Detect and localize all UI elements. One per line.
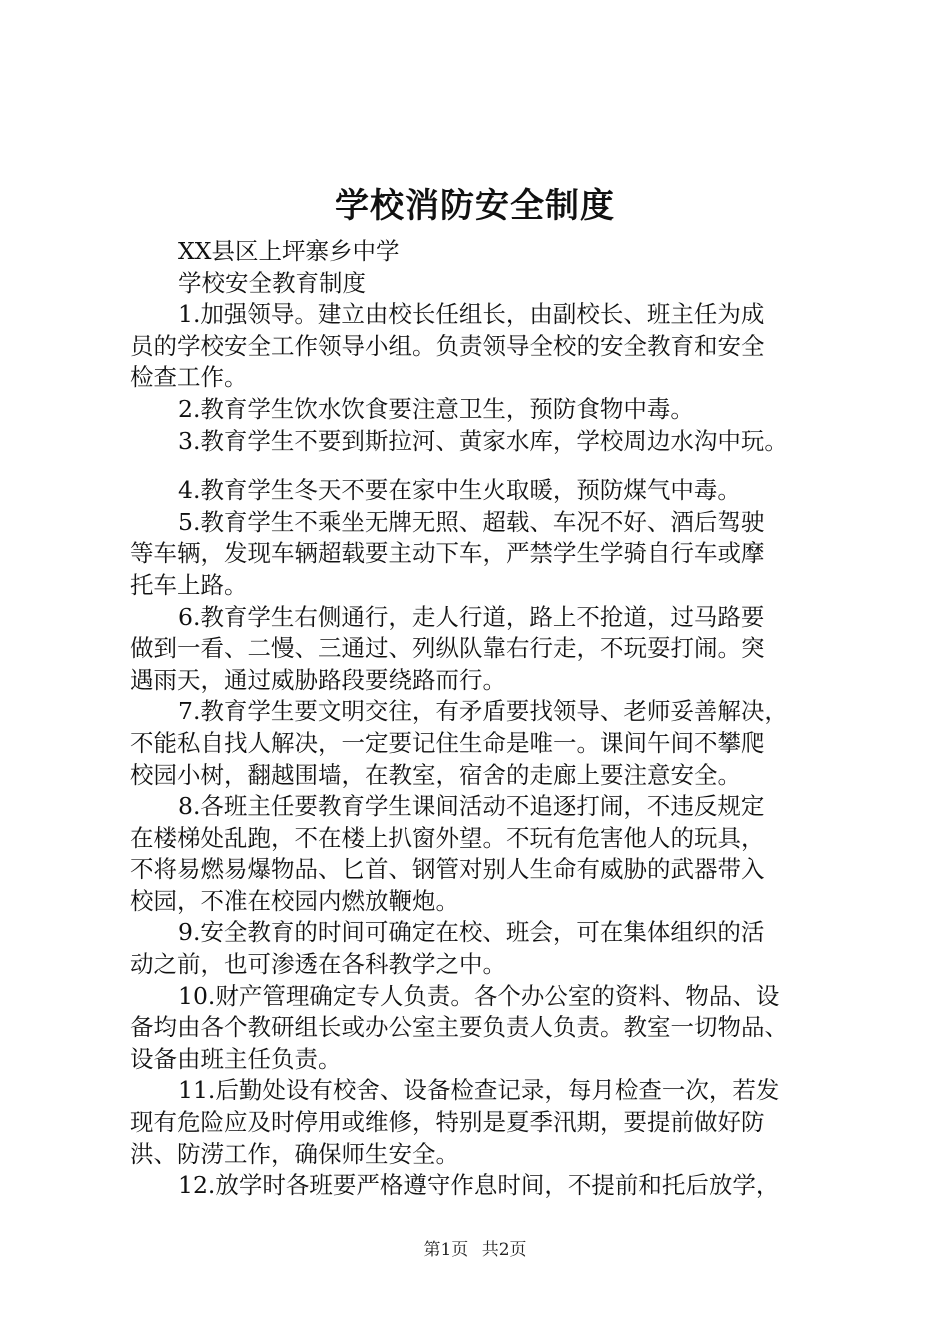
- text-line: 做到一看、二慢、三通过、列纵队靠右行走，不玩耍打闹。突: [130, 634, 765, 663]
- text-line: 2.教育学生饮水饮食要注意卫生，预防食物中毒。: [178, 394, 694, 423]
- paragraph-item-6: [130, 602, 842, 697]
- paragraph-item-11: [130, 1075, 842, 1170]
- text-line: 现有危险应及时停用或维修，特别是夏季汛期，要提前做好防: [130, 1108, 765, 1137]
- text-line: 学校安全教育制度: [178, 268, 366, 297]
- paragraph-item-12: [130, 1170, 842, 1202]
- text-line: XX县区上坪寨乡中学: [178, 237, 400, 265]
- text-line: 7.教育学生要文明交往，有矛盾要找领导、老师妥善解决，: [178, 697, 788, 726]
- paragraph-item-7: [130, 696, 842, 791]
- text-line: 洪、防涝工作，确保师生安全。: [130, 1139, 459, 1168]
- paragraph-item-5: [130, 507, 842, 602]
- text-line: 备均由各个教研组长或办公室主要负责人负责。教室一切物品、: [130, 1013, 788, 1042]
- document-body: [130, 236, 842, 1202]
- text-line: 校园小树，翻越围墙，在教室，宿舍的走廊上要注意安全。: [130, 760, 741, 789]
- text-line: 12.放学时各班要严格遵守作息时间，不提前和托后放学，: [178, 1171, 780, 1200]
- text-line: 4.教育学生冬天不要在家中生火取暖，预防煤气中毒。: [178, 476, 741, 505]
- paragraph-subtitle: [130, 268, 842, 300]
- text-line: 托车上路。: [130, 570, 248, 599]
- text-line: 等车辆，发现车辆超载要主动下车，严禁学生学骑自行车或摩: [130, 539, 765, 568]
- text-line: 10.财产管理确定专人负责。各个办公室的资料、物品、设: [178, 981, 780, 1010]
- text-line: 3.教育学生不要到斯拉河、黄家水库，学校周边水沟中玩。: [178, 426, 788, 455]
- page-footer: [0, 1238, 950, 1262]
- text-line: 动之前，也可渗透在各科教学之中。: [130, 950, 506, 979]
- text-line: 不将易燃易爆物品、匕首、钢管对别人生命有威胁的武器带入: [130, 855, 765, 884]
- text-line: 6.教育学生右侧通行，走人行道，路上不抢道，过马路要: [178, 602, 765, 631]
- document-title: 学校消防安全制度: [335, 186, 615, 226]
- paragraph-item-4: [130, 475, 842, 507]
- text-line: 1.加强领导。建立由校长任组长，由副校长、班主任为成: [178, 300, 765, 329]
- paragraph-school-name: [130, 236, 842, 268]
- text-line: 不能私自找人解决，一定要记住生命是唯一。课间午间不攀爬: [130, 728, 765, 757]
- text-line: 在楼梯处乱跑，不在楼上扒窗外望。不玩有危害他人的玩具，: [130, 823, 765, 852]
- paragraph-item-1: [130, 299, 842, 394]
- paragraph-item-8: [130, 791, 842, 917]
- paragraph-item-9: [130, 917, 842, 980]
- text-line: 员的学校安全工作领导小组。负责领导全校的安全教育和安全: [130, 331, 765, 360]
- text-line: 5.教育学生不乘坐无牌无照、超载、车况不好、酒后驾驶: [178, 507, 765, 536]
- text-line: 遇雨天，通过威胁路段要绕路而行。: [130, 665, 506, 694]
- paragraph-item-3: [130, 426, 842, 458]
- text-line: 8.各班主任要教育学生课间活动不追逐打闹，不违反规定: [178, 792, 765, 821]
- text-line: 设备由班主任负责。: [130, 1044, 342, 1073]
- text-line: 检查工作。: [130, 363, 248, 392]
- text-line: 校园，不准在校园内燃放鞭炮。: [130, 886, 459, 915]
- paragraph-item-10: [130, 981, 842, 1076]
- paragraph-item-2: [130, 394, 842, 426]
- text-line: 9.安全教育的时间可确定在校、班会，可在集体组织的活: [178, 918, 765, 947]
- text-line: 11.后勤处设有校舍、设备检查记录，每月检查一次，若发: [178, 1076, 780, 1105]
- page-total: 共2页: [481, 1240, 527, 1260]
- page-number: 第1页: [423, 1240, 469, 1260]
